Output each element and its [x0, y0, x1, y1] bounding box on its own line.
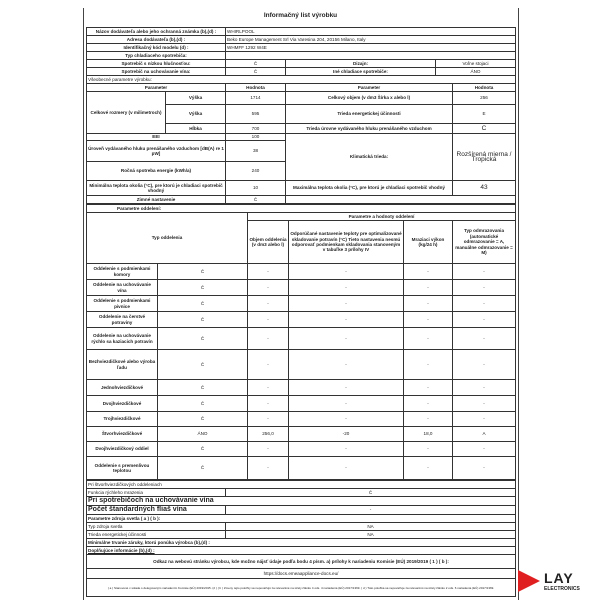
compartment-name: Jednohviezdičkové — [87, 380, 158, 396]
empty-cell — [286, 196, 516, 204]
appliance-type-label: Typ chladiaceho spotrebiča: — [87, 52, 226, 60]
eei-label: EEI — [87, 134, 226, 141]
width-value: 595 — [226, 105, 286, 124]
consumption-label: Ročná spotreba energie (kWh/a) — [87, 162, 226, 181]
compartment-row — [87, 457, 516, 480]
compartment-defrost: - — [453, 412, 516, 427]
compartment-present: Č — [158, 380, 248, 396]
compartment-temp: - — [289, 328, 404, 350]
compartment-name: Trojhviezdičkové — [87, 412, 158, 427]
min-temp-value: 10 — [226, 181, 286, 196]
header-defrost-type: Typ odmrazovania (automatické odmrazovanie = A, manuálne odmrazovanie = M) — [453, 221, 516, 264]
compartment-temp: - — [289, 380, 404, 396]
additional-info-label: Doplňujúce informácie (b),(d) : — [87, 547, 516, 555]
compartment-name: Dvojhviezdičkové — [87, 396, 158, 412]
compartments-group-header: Parametre a hodnoty oddelení — [248, 213, 516, 221]
compartment-freeze: - — [404, 350, 453, 380]
wine-value: Č — [226, 68, 286, 76]
design-value: Voľne stojaci — [436, 60, 516, 68]
compartment-name: Oddelenie s podmienkami pivnice — [87, 296, 158, 312]
dimensions-label: Celkové rozmery (v milimetroch) — [87, 92, 166, 134]
compartment-name: Dvojhviezdičkový oddiel — [87, 442, 158, 457]
light-section: Parametre zdroja svetla ( a ) ( b ): — [87, 515, 516, 523]
compartment-defrost: - — [453, 280, 516, 296]
supplier-address: Beko Europe Management Srl Via Varesina 204, 20156 Milano, Italy — [226, 36, 516, 44]
warranty-label: Minimálne trvanie záruky, ktorú ponúka výrobca (b),(d) : — [87, 539, 516, 547]
climate-value: Rozšírená mierna / Tropická — [453, 134, 516, 181]
volume-value: 256 — [453, 92, 516, 105]
compartment-freeze: 18,0 — [404, 427, 453, 442]
compartment-freeze: - — [404, 328, 453, 350]
four-star-section: Pri štvorhviezdičkových oddeleniach — [87, 481, 516, 489]
low-noise-label: Spotrebič s nízkou hlučnosťou: — [87, 60, 226, 68]
compartment-name: Oddelenie s premenlivou teplotou — [87, 457, 158, 480]
page-title: Informačný list výrobku — [263, 12, 338, 19]
header-temperature: Odporúčané nastavenie teploty pre optimalizované skladovanie potravín (°C) Tieto nastavenia nesmú odporovať podmienkam skladovania stanoveným v tabuľke 3 prílohy IV — [289, 221, 404, 264]
compartment-temp: - — [289, 280, 404, 296]
compartment-volume: - — [248, 264, 289, 280]
compartment-row — [87, 280, 516, 296]
play-electronics-logo — [518, 566, 598, 600]
light-type-label: Typ zdroja svetla — [87, 523, 226, 531]
compartment-temp: - — [289, 264, 404, 280]
width-label: Výška — [166, 105, 226, 124]
appliance-type-value — [226, 52, 516, 60]
compartment-name: Oddelenie na uchovávanie vína — [87, 280, 158, 296]
compartment-temp: - — [289, 296, 404, 312]
compartment-volume: - — [248, 396, 289, 412]
light-class-label: Trieda energetickej účinnosti — [87, 531, 226, 539]
footnote: ( a ) Stanovené v súlade s delegovaným nariadením Komisie (EÚ) 2019/2015. (2 ) ( b ) Zmeny tejto položky sa nepovažujú za relevantné na účely článku 4 ods. 4 nariadenia (EÚ) 2017/1369. ( d ) Táto položka sa nepovažuje za relevantnú na účely článku 2 ods. 6 nariadenia (EÚ) 2017/1369. — [87, 579, 516, 597]
compartment-defrost: A — [453, 427, 516, 442]
compartment-defrost: - — [453, 264, 516, 280]
compartment-freeze: - — [404, 412, 453, 427]
climate-label: Klimatická trieda: — [286, 134, 453, 181]
compartment-freeze: - — [404, 312, 453, 328]
compartment-row — [87, 380, 516, 396]
quick-freeze-value: Č — [226, 489, 516, 497]
compartment-volume: 256,0 — [248, 427, 289, 442]
compartments-section-title: Parametre oddelení: — [87, 205, 516, 213]
compartment-row — [87, 312, 516, 328]
light-type-value: NA — [226, 523, 516, 531]
header-parameter-2: Parameter — [286, 84, 453, 92]
compartment-row — [87, 296, 516, 312]
compartment-present: Č — [158, 396, 248, 412]
compartment-temp: - — [289, 350, 404, 380]
logo-text: LAY — [544, 570, 574, 586]
quick-freeze-label: Funkcia rýchleho mrazenia — [87, 489, 226, 497]
general-table — [86, 27, 516, 204]
compartment-row — [87, 427, 516, 442]
volume-label: Celkový objem (v dm3 Šírka x alebo l) — [286, 92, 453, 105]
compartment-row — [87, 442, 516, 457]
noise-label: Úroveň vydávaného hluku prenášaného vzduchom [dB(A) re 1 pW] — [87, 141, 226, 162]
compartment-name: Oddelenie na čerstvé potraviny — [87, 312, 158, 328]
link-label: Odkaz na webovú stránku výrobcu, kde možno nájsť údaje podľa bodu 4 písm. a) prílohy k nariadeniu Komisie (EÚ) 2019/2019 ( 1 ) ( b ): — [87, 555, 516, 569]
compartment-present: Č — [158, 328, 248, 350]
header-value: Hodnota — [226, 84, 286, 92]
compartment-defrost: - — [453, 380, 516, 396]
header-freezing-capacity: Mraziaci výkon (kg/24 h) — [404, 221, 453, 264]
compartment-defrost: - — [453, 350, 516, 380]
compartment-present: Č — [158, 350, 248, 380]
compartment-name: Štvorhviezdičkové — [87, 427, 158, 442]
header-value-2: Hodnota — [453, 84, 516, 92]
winter-value: Č — [226, 196, 286, 204]
compartment-volume: - — [248, 442, 289, 457]
compartment-defrost: - — [453, 328, 516, 350]
compartment-freeze: - — [404, 296, 453, 312]
compartment-present: Č — [158, 264, 248, 280]
compartments-table — [86, 204, 516, 480]
compartment-volume: - — [248, 328, 289, 350]
compartment-present: Č — [158, 312, 248, 328]
compartment-volume: - — [248, 412, 289, 427]
compartment-freeze: - — [404, 442, 453, 457]
compartment-temp: - — [289, 412, 404, 427]
compartment-present: Č — [158, 412, 248, 427]
height-label: Výška — [166, 92, 226, 105]
supplier-name-label: Názov dodávateľa alebo jeho ochranná známka (b),(d) : — [87, 28, 226, 36]
bottles-value: - — [226, 506, 516, 515]
min-temp-label: Minimálna teplota okolia (°C), pre ktorú je chladiaci spotrebič vhodný — [87, 181, 226, 196]
compartment-present: ÁNO — [158, 427, 248, 442]
model-label: Identifikačný kód modelu (d) : — [87, 44, 226, 52]
compartment-temp: -20 — [289, 427, 404, 442]
compartment-freeze: - — [404, 457, 453, 480]
compartment-present: Č — [158, 442, 248, 457]
compartment-temp: - — [289, 396, 404, 412]
general-section-title: Všeobecné parametre výrobku: — [87, 76, 516, 84]
noise-value: 38 — [226, 141, 286, 162]
supplier-name: WHIRLPOOL — [226, 28, 516, 36]
compartment-name: Oddelenie s podmienkami komory — [87, 264, 158, 280]
compartment-row — [87, 350, 516, 380]
energy-class-label: Trieda energetickej účinnosti — [286, 105, 453, 124]
compartment-present: Č — [158, 280, 248, 296]
wine-section: Pri spotrebičoch na uchovávanie vína — [87, 497, 516, 506]
compartment-temp: - — [289, 312, 404, 328]
eei-value: 100 — [226, 134, 286, 141]
height-value: 1714 — [226, 92, 286, 105]
compartment-freeze: - — [404, 264, 453, 280]
bottom-table — [86, 480, 516, 597]
product-sheet — [86, 27, 515, 597]
compartment-row — [87, 412, 516, 427]
compartment-present: Č — [158, 457, 248, 480]
header-volume: Objem oddelenia (v dm3 alebo l) — [248, 221, 289, 264]
compartment-temp: - — [289, 457, 404, 480]
compartment-freeze: - — [404, 396, 453, 412]
low-noise-value: Č — [226, 60, 286, 68]
compartment-present: Č — [158, 296, 248, 312]
compartment-volume: - — [248, 457, 289, 480]
light-class-value: NA — [226, 531, 516, 539]
supplier-address-label: Adresa dodávateľa (b),(d) : — [87, 36, 226, 44]
play-triangle-icon — [518, 570, 540, 592]
compartment-volume: - — [248, 380, 289, 396]
design-label: Dizajn: — [286, 60, 436, 68]
consumption-value: 240 — [226, 162, 286, 181]
bottles-label: Počet štandardných fliaš vína — [87, 506, 226, 515]
noise-class-value: C — [453, 124, 516, 134]
compartment-row — [87, 264, 516, 280]
compartment-defrost: - — [453, 312, 516, 328]
depth-label: Hĺbka — [166, 124, 226, 134]
compartment-volume: - — [248, 350, 289, 380]
wine-label: Spotrebič na uchovávanie vína: — [87, 68, 226, 76]
max-temp-label: Maximálna teplota okolia (°C), pre ktorú je chladiaci spotrebič vhodný — [286, 181, 453, 196]
compartment-defrost: - — [453, 396, 516, 412]
compartment-row — [87, 328, 516, 350]
compartment-temp: - — [289, 442, 404, 457]
compartment-volume: - — [248, 312, 289, 328]
model-value: WHMFF 1292 W4E — [226, 44, 516, 52]
energy-class-value: E — [453, 105, 516, 124]
compartment-row — [87, 396, 516, 412]
manufacturer-url[interactable]: https://docs.emeaappliance-docs.eu/ — [87, 569, 516, 579]
depth-value: 700 — [226, 124, 286, 134]
compartment-freeze: - — [404, 380, 453, 396]
compartment-name: Bezhviezdičkové alebo výroba ľadu — [87, 350, 158, 380]
logo-subtext: ELECTRONICS — [544, 586, 580, 592]
other-label: Iné chladiace spotrebiče: — [286, 68, 436, 76]
other-value: ÁNO — [436, 68, 516, 76]
max-temp-value: 43 — [453, 181, 516, 196]
compartment-freeze: - — [404, 280, 453, 296]
compartment-name: Oddelenie na uchovávanie rýchlo sa kaziacich potravín — [87, 328, 158, 350]
compartment-volume: - — [248, 296, 289, 312]
compartment-defrost: - — [453, 442, 516, 457]
noise-class-label: Trieda úrovne vydávaného hluku prenášaného vzduchom — [286, 124, 453, 134]
winter-label: Zimné nastavenie — [87, 196, 226, 204]
header-parameter: Parameter — [87, 84, 226, 92]
header-compartment-type: Typ oddelenia — [87, 213, 248, 264]
compartment-defrost: - — [453, 296, 516, 312]
compartment-volume: - — [248, 280, 289, 296]
compartment-defrost: - — [453, 457, 516, 480]
